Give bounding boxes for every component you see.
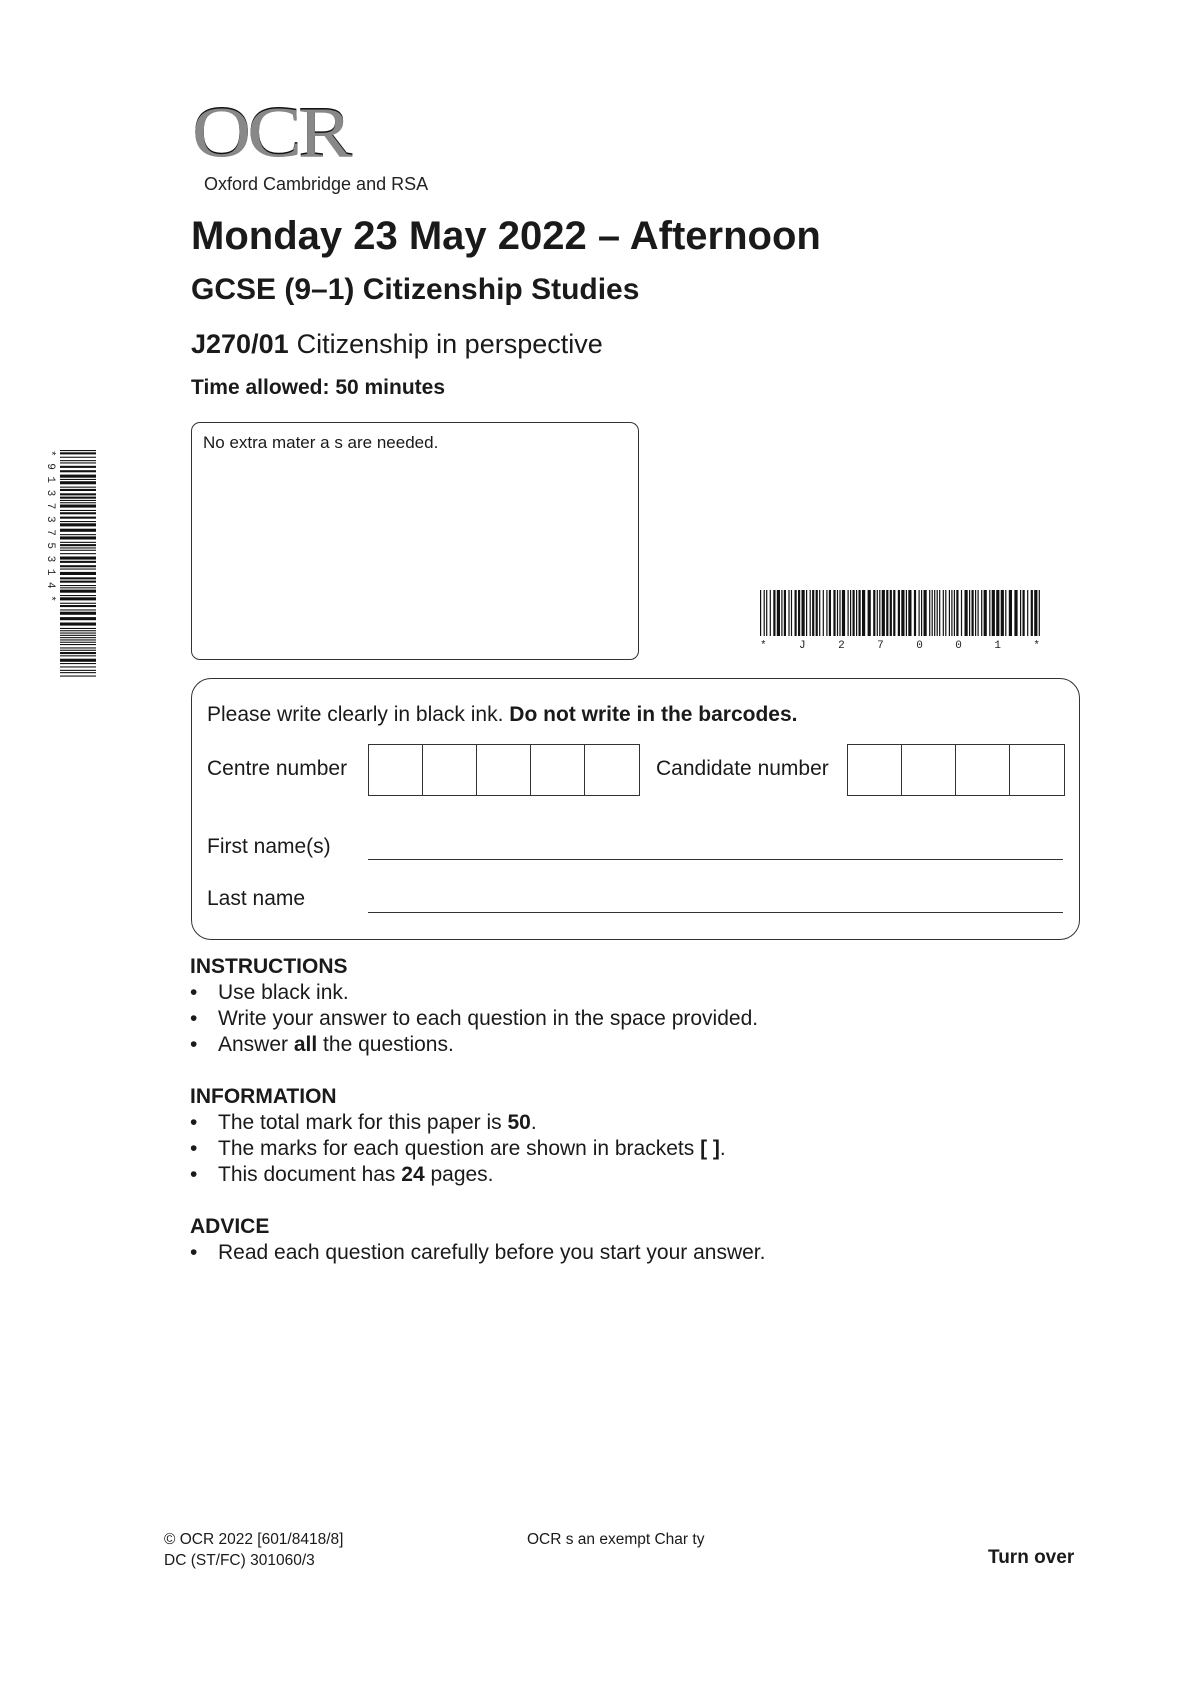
- barcode-bar: [60, 609, 96, 610]
- list-item-text: Answer: [218, 1033, 294, 1056]
- instructions-list: [190, 980, 758, 1058]
- barcode-bar: [839, 590, 840, 636]
- barcode-bar: [984, 590, 987, 636]
- list-item: [190, 980, 758, 1006]
- barcode-bar: [886, 590, 888, 636]
- barcode-bar: [60, 572, 96, 575]
- barcode-bar: [60, 479, 96, 480]
- barcode-bar: [60, 672, 96, 673]
- barcode-bar: [777, 590, 780, 636]
- barcode-bar: [1009, 590, 1012, 636]
- list-item-text: The total mark for this paper is: [218, 1111, 508, 1134]
- digit-cell[interactable]: [477, 745, 531, 795]
- barcode-bar: [60, 487, 96, 488]
- document-code: DC (ST/FC) 301060/3: [164, 1552, 315, 1569]
- barcode-bar: [60, 635, 96, 636]
- barcode-bar: [879, 590, 880, 636]
- barcode-bar: [877, 590, 878, 636]
- barcode-bar: [60, 460, 96, 461]
- bullet-icon: •: [190, 1241, 198, 1264]
- barcode-bar: [60, 587, 96, 588]
- bullet-icon: •: [190, 1033, 198, 1056]
- barcode-bar: [60, 523, 96, 526]
- information-heading: INFORMATION: [190, 1085, 337, 1108]
- side-barcode-bars: [60, 450, 96, 677]
- barcode-bar: [932, 590, 933, 636]
- write-clearly-text: Please write clearly in black ink.: [207, 703, 510, 726]
- barcode-bar: [956, 590, 958, 636]
- barcode-bar: [806, 590, 807, 636]
- barcode-bar: [901, 590, 904, 636]
- list-item-text-end: .: [719, 1137, 726, 1160]
- list-item-text-end: .: [530, 1111, 537, 1134]
- list-item-text: Use black ink.: [218, 981, 349, 1004]
- barcode-bar: [60, 493, 96, 495]
- barcode-bar: [1031, 590, 1033, 636]
- candidate-number-boxes[interactable]: [847, 744, 1065, 796]
- barcode-bar: [60, 536, 96, 539]
- list-item-emphasis: 24: [401, 1163, 425, 1186]
- barcode-bar: [60, 642, 96, 643]
- candidate-details-box: [191, 678, 1080, 940]
- barcode-bar: [873, 590, 875, 636]
- barcode-bar: [760, 590, 761, 636]
- barcode-bar: [60, 581, 96, 583]
- main-barcode-caption: * J 2 7 0 0 1 *: [760, 640, 1040, 650]
- barcode-bar: [850, 590, 851, 636]
- barcode-bar: [837, 590, 838, 636]
- side-barcode: [44, 448, 98, 680]
- barcode-bar: [60, 502, 96, 503]
- bullet-icon: •: [190, 1163, 198, 1186]
- barcode-bar: [802, 590, 805, 636]
- barcode-bar: [992, 590, 995, 636]
- barcode-bar: [60, 462, 96, 463]
- component-title: Citizenship in perspective: [296, 329, 603, 359]
- advice-section: [190, 1214, 765, 1266]
- barcode-bar: [60, 670, 96, 671]
- list-item: [190, 1136, 726, 1162]
- first-name-label: First name(s): [207, 835, 331, 858]
- barcode-bar: [60, 617, 96, 620]
- barcode-bar: [60, 452, 96, 454]
- barcode-bar: [60, 466, 96, 468]
- list-item: [190, 1110, 726, 1136]
- barcode-bar: [893, 590, 895, 636]
- barcode-bar: [981, 590, 982, 636]
- barcode-bar: [1014, 590, 1017, 636]
- barcode-bar: [826, 590, 827, 636]
- barcode-bar: [961, 590, 962, 636]
- barcode-bar: [842, 590, 845, 636]
- barcode-bar: [60, 595, 96, 596]
- digit-cell[interactable]: [1010, 745, 1064, 795]
- barcode-bar: [60, 650, 96, 651]
- barcode-bar: [60, 666, 96, 667]
- barcode-bar: [60, 623, 96, 626]
- barcode-bar: [60, 534, 96, 535]
- barcode-bar: [60, 510, 96, 511]
- barcode-bar: [819, 590, 820, 636]
- instructions-heading: INSTRUCTIONS: [190, 955, 348, 978]
- barcode-bar: [60, 542, 96, 543]
- barcode-bar: [60, 659, 96, 662]
- digit-cell[interactable]: [423, 745, 477, 795]
- barcode-bar: [60, 655, 96, 656]
- barcode-bar: [1027, 590, 1028, 636]
- barcode-bar: [60, 475, 96, 478]
- component-code: J270/01: [191, 329, 289, 359]
- digit-cell[interactable]: [902, 745, 956, 795]
- barcode-bar: [60, 450, 96, 451]
- barcode-bar: [60, 557, 96, 560]
- barcode-bar: [954, 590, 955, 636]
- barcode-bar: [788, 590, 789, 636]
- barcode-bar: [812, 590, 814, 636]
- ocr-logo: [192, 91, 442, 201]
- digit-cell[interactable]: [585, 745, 639, 795]
- barcode-bar: [908, 590, 911, 636]
- barcode-bar: [853, 590, 855, 636]
- instructions-section: [190, 954, 758, 1058]
- time-allowed: Time allowed: 50 minutes: [191, 376, 446, 399]
- barcode-bar: [943, 590, 944, 636]
- barcode-bar: [60, 628, 96, 629]
- barcode-bar: [60, 577, 96, 579]
- qualification-title: GCSE (9–1) Citizenship Studies: [191, 273, 640, 306]
- list-item-text: This document has: [218, 1163, 402, 1186]
- first-name-line[interactable]: [368, 859, 1063, 860]
- ocr-logo-subtitle: Oxford Cambridge and RSA: [204, 174, 429, 194]
- side-barcode-caption: * 9 1 3 7 3 7 5 3 1 4 *: [44, 450, 56, 602]
- barcode-bar: [781, 590, 782, 636]
- barcode-bar: [60, 561, 96, 563]
- barcode-bar: [996, 590, 999, 636]
- barcode-bar: [868, 590, 871, 636]
- barcode-bar: [939, 590, 940, 636]
- barcode-bar: [60, 517, 96, 519]
- barcode-bar: [60, 521, 96, 522]
- barcode-bar: [60, 603, 96, 604]
- list-item-text-end: pages.: [424, 1163, 494, 1186]
- list-item-text: Read each question carefully before you start your answer.: [218, 1241, 766, 1264]
- barcode-bar: [914, 590, 916, 636]
- list-item-text: The marks for each question are shown in brackets: [218, 1137, 701, 1160]
- barcode-bar: [810, 590, 811, 636]
- charity-notice: OCR s an exempt Char ty: [527, 1531, 705, 1548]
- barcode-bar: [60, 470, 96, 472]
- digit-cell[interactable]: [369, 745, 423, 795]
- materials-text: No extra mater a s are needed.: [203, 433, 439, 452]
- barcode-bar: [764, 590, 765, 636]
- barcode-bar: [60, 633, 96, 634]
- barcode-bar: [989, 590, 990, 636]
- digit-cell[interactable]: [848, 745, 902, 795]
- barcode-bar: [60, 663, 96, 664]
- turn-over-label: Turn over: [988, 1547, 1075, 1568]
- exam-date: Monday 23 May 2022 – Afternoon: [191, 214, 821, 258]
- write-clearly-notice: [207, 703, 798, 727]
- list-item-emphasis: all: [293, 1033, 318, 1056]
- barcode-bar: [862, 590, 865, 636]
- do-not-write-barcodes: Do not write in the barcodes.: [509, 703, 798, 726]
- advice-list: [190, 1240, 765, 1266]
- bullet-icon: •: [190, 1007, 198, 1030]
- information-section: [190, 1084, 726, 1188]
- barcode-bar: [60, 647, 96, 648]
- main-barcode-bars: [760, 590, 1040, 636]
- barcode-bar: [60, 590, 96, 593]
- barcode-bar: [60, 529, 96, 532]
- list-item-emphasis: 50: [507, 1111, 531, 1134]
- main-barcode: [758, 590, 1044, 650]
- barcode-bar: [60, 639, 96, 640]
- list-item: [190, 1032, 758, 1058]
- barcode-bar: [972, 590, 974, 636]
- barcode-bar: [60, 512, 96, 514]
- component-line: [191, 328, 603, 360]
- barcode-bar: [921, 590, 922, 636]
- digit-cell[interactable]: [956, 745, 1010, 795]
- digit-cell[interactable]: [531, 745, 585, 795]
- barcode-bar: [60, 652, 96, 654]
- barcode-bar: [924, 590, 927, 636]
- barcode-bar: [60, 505, 96, 508]
- list-item-text: Write your answer to each question in the space provided.: [218, 1007, 759, 1030]
- barcode-bar: [1039, 590, 1040, 636]
- centre-number-boxes[interactable]: [368, 744, 640, 796]
- ocr-logo-mark: OCR: [192, 91, 349, 172]
- barcode-bar: [937, 590, 938, 636]
- barcode-bar: [1001, 590, 1004, 636]
- barcode-bar: [934, 590, 935, 636]
- barcode-bar: [60, 565, 96, 567]
- barcode-bar: [829, 590, 831, 636]
- barcode-bar: [859, 590, 861, 636]
- barcode-bar: [798, 590, 800, 636]
- bullet-icon: •: [190, 1111, 198, 1134]
- barcode-bar: [60, 676, 96, 677]
- barcode-bar: [978, 590, 979, 636]
- candidate-number-label: Candidate number: [656, 757, 829, 780]
- barcode-bar: [919, 590, 920, 636]
- barcode-bar: [60, 550, 96, 551]
- barcode-bar: [60, 544, 96, 546]
- barcode-bar: [1020, 590, 1021, 636]
- barcode-bar: [60, 500, 96, 501]
- last-name-line[interactable]: [368, 912, 1063, 913]
- barcode-bar: [784, 590, 786, 636]
- barcode-bar: [770, 590, 771, 636]
- list-item: [190, 1006, 758, 1032]
- barcode-bar: [929, 590, 930, 636]
- barcode-bar: [766, 590, 767, 636]
- barcode-bar: [848, 590, 849, 636]
- barcode-bar: [60, 630, 96, 631]
- barcode-bar: [856, 590, 857, 636]
- information-list: [190, 1110, 726, 1188]
- barcode-bar: [60, 597, 96, 600]
- barcode-bar: [60, 637, 96, 638]
- barcode-bar: [60, 644, 96, 645]
- centre-number-label: Centre number: [207, 757, 348, 780]
- barcode-bar: [1023, 590, 1025, 636]
- barcode-bar: [969, 590, 970, 636]
- barcode-bar: [1005, 590, 1006, 636]
- last-name-label: Last name: [207, 887, 306, 910]
- barcode-bar: [60, 553, 96, 554]
- barcode-bar: [898, 590, 900, 636]
- barcode-bar: [773, 590, 775, 636]
- barcode-bar: [816, 590, 818, 636]
- barcode-bar: [890, 590, 892, 636]
- materials-box: [191, 422, 639, 660]
- barcode-bar: [791, 590, 792, 636]
- list-item-text-end: the questions.: [317, 1033, 454, 1056]
- copyright-notice: © OCR 2022 [601/8418/8]: [164, 1531, 344, 1548]
- barcode-bar: [951, 590, 952, 636]
- barcode-bar: [60, 481, 96, 484]
- barcode-bar: [833, 590, 835, 636]
- barcode-bar: [945, 590, 946, 636]
- list-item: [190, 1240, 765, 1266]
- barcode-bar: [882, 590, 885, 636]
- barcode-bar: [975, 590, 976, 636]
- bullet-icon: •: [190, 981, 198, 1004]
- bullet-icon: •: [190, 1137, 198, 1160]
- barcode-bar: [60, 612, 96, 615]
- advice-heading: ADVICE: [190, 1215, 270, 1238]
- barcode-bar: [60, 457, 96, 458]
- barcode-bar: [60, 547, 96, 548]
- barcode-bar: [795, 590, 797, 636]
- list-item: [190, 1162, 726, 1188]
- barcode-bar: [60, 489, 96, 491]
- barcode-bar: [60, 497, 96, 499]
- barcode-bar: [965, 590, 968, 636]
- barcode-bar: [1034, 590, 1037, 636]
- barcode-bar: [823, 590, 824, 636]
- barcode-bar: [60, 585, 96, 586]
- barcode-bar: [60, 605, 96, 607]
- barcode-bar: [60, 569, 96, 570]
- barcode-bar: [949, 590, 950, 636]
- list-item-emphasis: [ ]: [700, 1137, 720, 1160]
- barcode-bar: [906, 590, 907, 636]
